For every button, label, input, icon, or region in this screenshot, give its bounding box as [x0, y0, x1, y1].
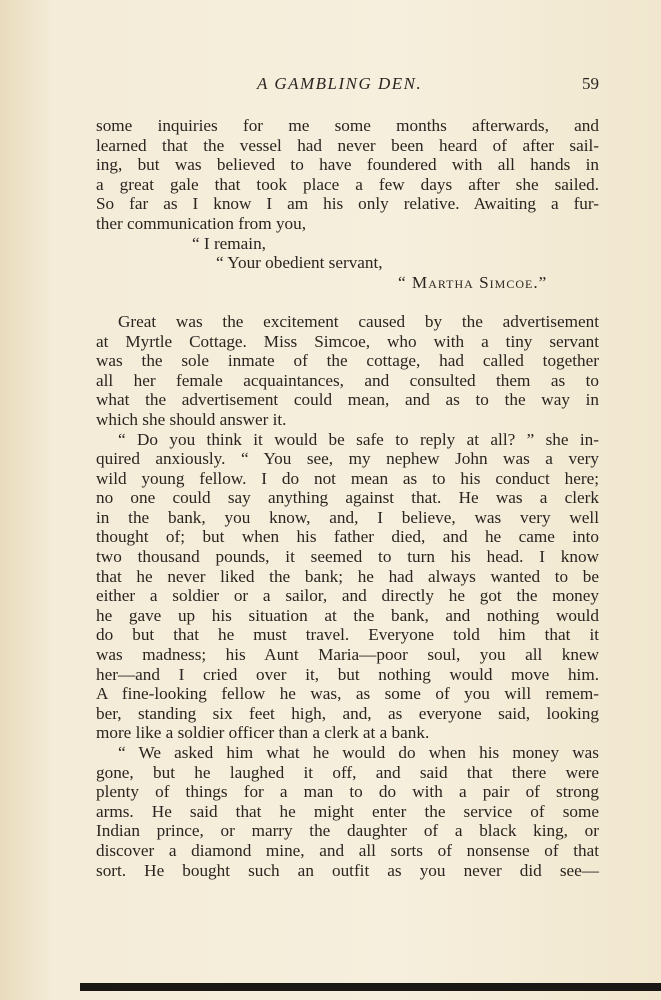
- text-line: was madness; his Aunt Maria—poor soul, you all knew: [96, 645, 599, 665]
- running-title: A GAMBLING DEN.: [257, 74, 423, 93]
- text-line: do but that he must travel. Everyone told him that it: [96, 625, 599, 645]
- text-line: two thousand pounds, it seemed to turn his head. I know: [96, 547, 599, 567]
- text-line: arms. He said that he might enter the service of some: [96, 801, 599, 821]
- text-line: thought of; but when his father died, and he came into: [96, 527, 599, 547]
- text-line: quired anxiously. “ You see, my nephew John was a very: [96, 449, 599, 469]
- text-line: sort. He bought such an outfit as you never did see—: [96, 860, 599, 880]
- text-line: in the bank, you know, and, I believe, was very well: [96, 507, 599, 527]
- text-line: plenty of things for a man to do with a pair of strong: [96, 782, 599, 802]
- text-line: he gave up his situation at the bank, and nothing would: [96, 605, 599, 625]
- text-line: that he never liked the bank; he had always wanted to be: [96, 566, 599, 586]
- text-line: no one could say anything against that. He was a clerk: [96, 488, 599, 508]
- text-line: “ We asked him what he would do when his money was: [118, 743, 599, 762]
- text-line: So far as I know I am his only relative. Awaiting a fur-: [96, 194, 599, 214]
- page-bottom-edge: [80, 983, 661, 991]
- text-line: ing, but was believed to have foundered with all hands in: [96, 155, 599, 175]
- text-line: what the advertisement could mean, and as to the way in: [96, 390, 599, 410]
- text-line: “ Martha Simcoe.”: [398, 272, 548, 292]
- page-header: [96, 74, 599, 96]
- text-line: was the sole inmate of the cottage, had called together: [96, 351, 599, 371]
- text-line: “ Your obedient servant,: [216, 253, 383, 273]
- paragraph-gap: [96, 292, 599, 312]
- text-line: Great was the excitement caused by the advertisement: [118, 311, 599, 331]
- page-number: 59: [582, 74, 599, 93]
- text-line: some inquiries for me some months afterwards, and: [96, 116, 599, 135]
- text-line: learned that the vessel had never been heard of after sail-: [96, 135, 599, 155]
- text-line: her—and I cried over it, but nothing would move him.: [96, 664, 599, 684]
- text-line: ther communication from you,: [96, 213, 307, 233]
- text-line: which she should answer it.: [96, 409, 287, 429]
- text-line: wild young fellow. I do not mean as to his conduct here;: [96, 468, 599, 488]
- text-line: either a soldier or a sailor, and directly he got the money: [96, 586, 599, 606]
- text-line: discover a diamond mine, and all sorts of nonsense of that: [96, 840, 599, 860]
- text-line: “ I remain,: [192, 233, 266, 253]
- text-line: ber, standing six feet high, and, as everyone said, looking: [96, 703, 599, 723]
- text-line: all her female acquaintances, and consulted them as to: [96, 370, 599, 390]
- text-line: Indian prince, or marry the daughter of a black king, or: [96, 821, 599, 841]
- text-line: more like a soldier officer than a clerk at a bank.: [96, 723, 430, 743]
- body-text: [96, 116, 599, 880]
- text-line: “ Do you think it would be safe to reply at all? ” she in-: [118, 429, 599, 449]
- text-line: A fine-looking fellow he was, as some of you will remem-: [96, 684, 599, 704]
- text-line: at Myrtle Cottage. Miss Simcoe, who with a tiny servant: [96, 331, 599, 351]
- text-line: gone, but he laughed it off, and said that there were: [96, 762, 599, 782]
- text-line: a great gale that took place a few days after she sailed.: [96, 174, 599, 194]
